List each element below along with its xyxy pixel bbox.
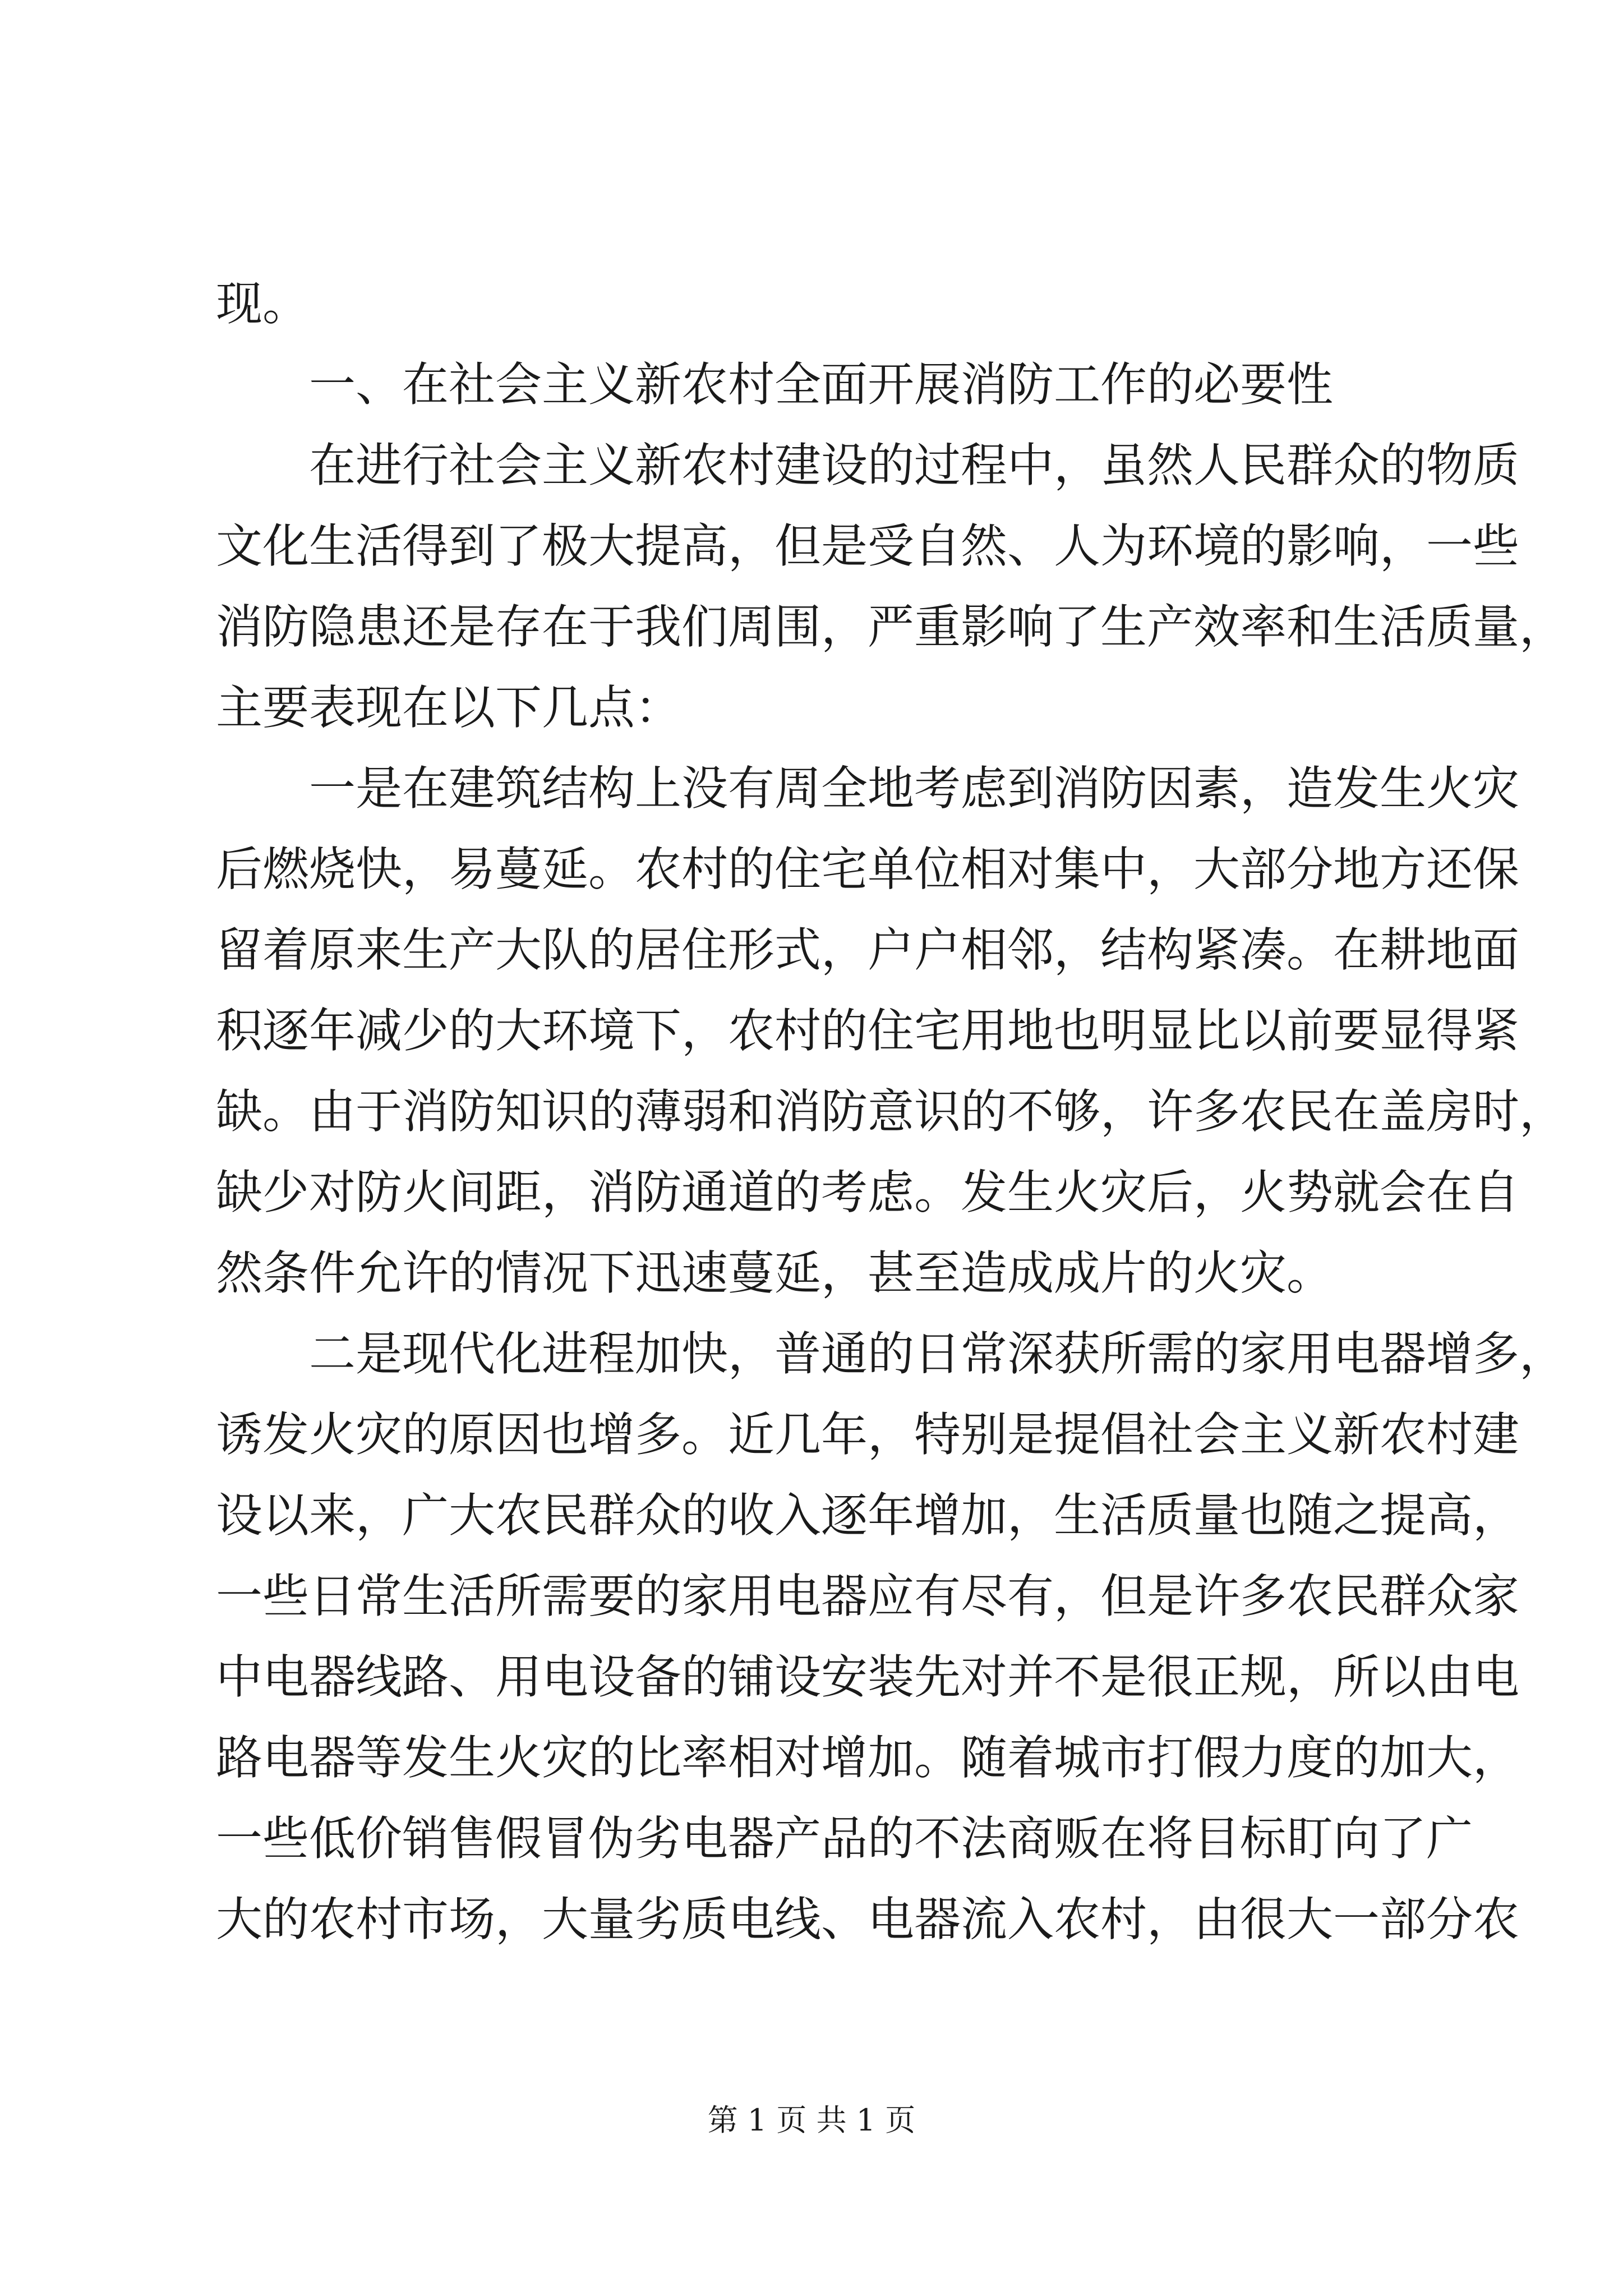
- text-line: 后燃烧快，易蔓延。农村的住宅单位相对集中，大部分地方还保: [216, 842, 1519, 896]
- document-body: [216, 264, 1566, 1960]
- text-line: 缺。由于消防知识的薄弱和消防意识的不够，许多农民在盖房时，: [216, 1084, 1566, 1139]
- page-footer: 第 1 页 共 1 页: [707, 2102, 916, 2138]
- text-line: 大的农村市场，大量劣质电线、电器流入农村，由很大一部分农: [216, 1892, 1519, 1947]
- text-line: 现。: [216, 277, 309, 331]
- text-line: 积逐年减少的大环境下，农村的住宅用地也明显比以前要显得紧: [216, 1004, 1519, 1058]
- section-heading: 一、在社会主义新农村全面开展消防工作的必要性: [309, 357, 1333, 412]
- text-line: 在进行社会主义新农村建设的过程中，虽然人民群众的物质: [309, 438, 1519, 493]
- text-line: 路电器等发生火灾的比率相对增加。随着城市打假力度的加大，: [216, 1731, 1519, 1785]
- text-line: 文化生活得到了极大提高，但是受自然、人为环境的影响，一些: [216, 519, 1519, 573]
- text-line: 诱发火灾的原因也增多。近几年，特别是提倡社会主义新农村建: [216, 1407, 1519, 1462]
- text-line: 一是在建筑结构上没有周全地考虑到消防因素，造发生火灾: [309, 761, 1519, 816]
- text-line: 缺少对防火间距，消防通道的考虑。发生火灾后，火势就会在自: [216, 1165, 1519, 1220]
- text-line: 主要表现在以下几点：: [216, 680, 681, 735]
- text-line: 一些日常生活所需要的家用电器应有尽有，但是许多农民群众家: [216, 1569, 1519, 1623]
- text-line: 消防隐患还是存在于我们周围，严重影响了生产效率和生活质量，: [216, 600, 1566, 654]
- text-line: 设以来，广大农民群众的收入逐年增加，生活质量也随之提高，: [216, 1488, 1519, 1543]
- text-line: 一些低价销售假冒伪劣电器产品的不法商贩在将目标盯向了广: [216, 1811, 1473, 1866]
- text-line: 然条件允许的情况下迅速蔓延，甚至造成成片的火灾。: [216, 1246, 1333, 1300]
- text-line: 中电器线路、用电设备的铺设安装先对并不是很正规，所以由电: [216, 1650, 1519, 1704]
- text-line: 留着原来生产大队的居住形式，户户相邻，结构紧凑。在耕地面: [216, 923, 1519, 977]
- text-line: 二是现代化进程加快，普通的日常深获所需的家用电器增多，: [309, 1327, 1566, 1381]
